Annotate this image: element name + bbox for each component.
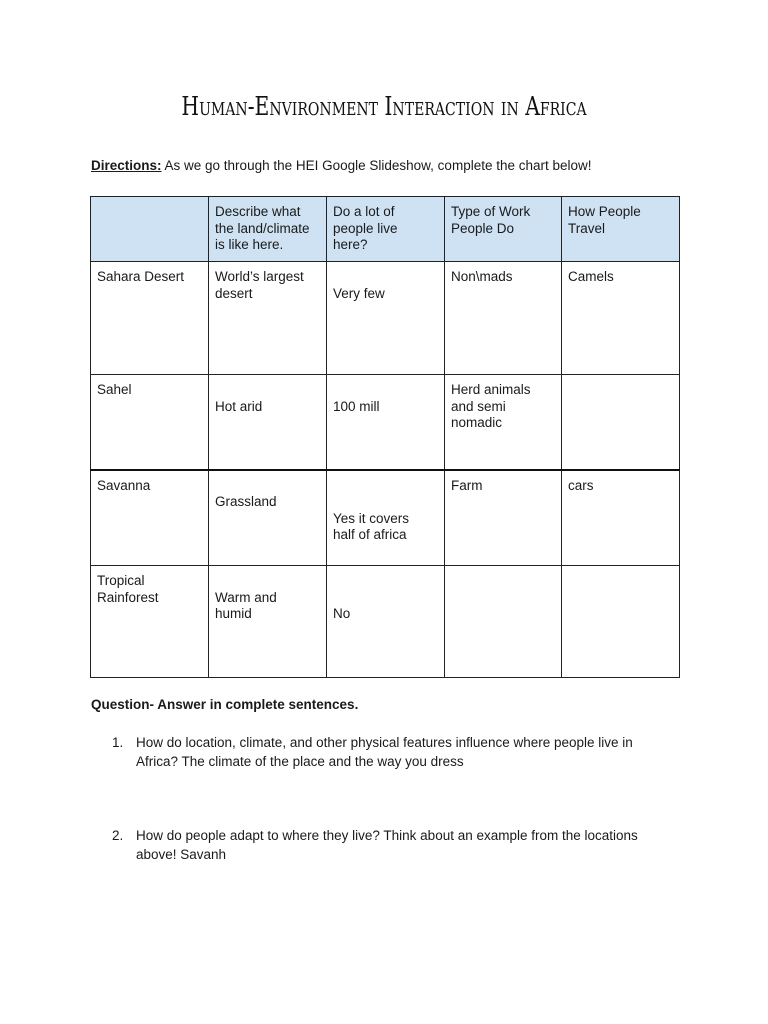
table-cell — [562, 566, 680, 678]
table-cell: Non\mads — [445, 262, 562, 375]
table-cell: Sahel — [91, 375, 209, 470]
question-text: How do people adapt to where they live? Think about an example from the locations above! Savanh — [136, 828, 638, 862]
table-row — [91, 262, 680, 375]
table-cell: Camels — [562, 262, 680, 375]
question-number: 2. — [112, 828, 124, 843]
question-1 — [112, 733, 672, 771]
question-2 — [112, 826, 672, 864]
table-cell — [445, 566, 562, 678]
directions — [91, 158, 592, 173]
question-number: 1. — [112, 735, 124, 750]
question-text: How do location, climate, and other physical features influence where people live in Africa? The climate of the place and the way you dress — [136, 735, 633, 769]
question-heading: Question- Answer in complete sentences. — [91, 697, 359, 712]
header-cell: Do a lot of people live here? — [327, 197, 445, 262]
table-cell: Hot arid — [209, 375, 327, 470]
table-cell: Grassland — [209, 470, 327, 566]
directions-label: Directions: — [91, 158, 162, 173]
table-cell: No — [327, 566, 445, 678]
table-header-row — [91, 197, 680, 262]
table-row — [91, 375, 680, 470]
table-cell: cars — [562, 470, 680, 566]
table-cell: Tropical Rainforest — [91, 566, 209, 678]
directions-text: As we go through the HEI Google Slideshow, complete the chart below! — [161, 158, 592, 173]
table-cell — [562, 375, 680, 470]
table-cell: Yes it covers half of africa — [327, 470, 445, 566]
table-cell: Warm and humid — [209, 566, 327, 678]
table-cell: 100 mill — [327, 375, 445, 470]
hei-chart — [90, 196, 680, 678]
header-cell: Describe what the land/climate is like here. — [209, 197, 327, 262]
table-row — [91, 470, 680, 566]
table-cell: Very few — [327, 262, 445, 375]
table-cell: Herd animals and semi nomadic — [445, 375, 562, 470]
header-cell — [91, 197, 209, 262]
header-cell: Type of Work People Do — [445, 197, 562, 262]
table-cell: Savanna — [91, 470, 209, 566]
page-title: Human-Environment Interaction in Africa — [181, 92, 587, 122]
table-cell: Sahara Desert — [91, 262, 209, 375]
header-cell: How People Travel — [562, 197, 680, 262]
table-cell: World’s largest desert — [209, 262, 327, 375]
table-row — [91, 566, 680, 678]
table-cell: Farm — [445, 470, 562, 566]
